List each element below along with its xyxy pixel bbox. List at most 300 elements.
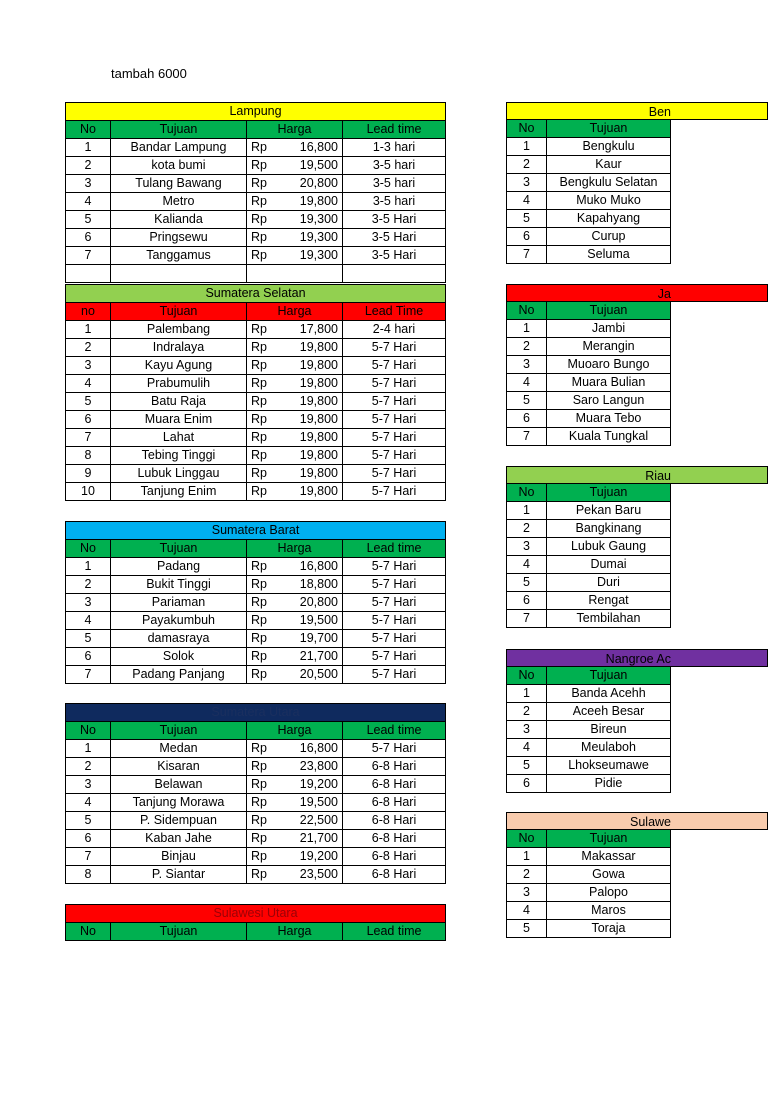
destination: Muara Bulian xyxy=(547,374,671,392)
price: 19,800 xyxy=(269,375,343,393)
row-number: 5 xyxy=(507,210,547,228)
table-header-row xyxy=(507,302,671,320)
table-row xyxy=(507,703,671,721)
row-number: 1 xyxy=(507,138,547,156)
currency: Rp xyxy=(247,193,269,211)
lead-time: 3-5 hari xyxy=(343,193,446,211)
table-row xyxy=(66,429,446,447)
table-row xyxy=(507,156,671,174)
row-number: 1 xyxy=(507,848,547,866)
currency: Rp xyxy=(247,211,269,229)
column-header: Harga xyxy=(247,540,343,558)
row-number: 4 xyxy=(66,612,111,630)
price: 19,500 xyxy=(269,794,343,812)
table-title-row xyxy=(66,905,446,923)
table-row xyxy=(507,556,671,574)
destination: Kaban Jahe xyxy=(111,830,247,848)
destination: Medan xyxy=(111,740,247,758)
row-number: 2 xyxy=(507,703,547,721)
currency: Rp xyxy=(247,812,269,830)
region-table-right xyxy=(506,466,671,628)
table-row xyxy=(66,193,446,211)
lead-time: 5-7 Hari xyxy=(343,666,446,684)
table-row xyxy=(507,392,671,410)
destination: Bengkulu xyxy=(547,138,671,156)
currency: Rp xyxy=(247,357,269,375)
row-number: 3 xyxy=(66,776,111,794)
table-row xyxy=(507,320,671,338)
table-title: Sulawe xyxy=(506,812,768,830)
price: 21,700 xyxy=(269,830,343,848)
row-number: 2 xyxy=(507,156,547,174)
table-row xyxy=(507,174,671,192)
destination: Tembilahan xyxy=(547,610,671,628)
destination: Muara Enim xyxy=(111,411,247,429)
lead-time: 3-5 Hari xyxy=(343,211,446,229)
table-row xyxy=(66,157,446,175)
table-header-row xyxy=(66,303,446,321)
row-number: 3 xyxy=(507,356,547,374)
price: 19,800 xyxy=(269,357,343,375)
row-number: 10 xyxy=(66,483,111,501)
lead-time: 3-5 hari xyxy=(343,157,446,175)
region-table-right xyxy=(506,284,671,446)
column-header: Harga xyxy=(247,722,343,740)
destination: Lahat xyxy=(111,429,247,447)
region-table-sulawesi-utara xyxy=(65,904,446,941)
table-row xyxy=(507,410,671,428)
table-title: Ja xyxy=(506,284,768,302)
column-header: Tujuan xyxy=(111,540,247,558)
column-header: No xyxy=(66,722,111,740)
table-header-row xyxy=(66,540,446,558)
table-row xyxy=(507,338,671,356)
destination: Muoaro Bungo xyxy=(547,356,671,374)
column-header: Lead time xyxy=(343,722,446,740)
row-number: 5 xyxy=(507,920,547,938)
table-row xyxy=(66,830,446,848)
table-header-row xyxy=(507,830,671,848)
empty-cell xyxy=(269,265,343,283)
currency: Rp xyxy=(247,740,269,758)
destination: Palembang xyxy=(111,321,247,339)
destination: Bandar Lampung xyxy=(111,139,247,157)
destination: Pringsewu xyxy=(111,229,247,247)
price: 20,800 xyxy=(269,594,343,612)
table-row xyxy=(507,866,671,884)
table-row xyxy=(507,902,671,920)
lead-time: 5-7 Hari xyxy=(343,630,446,648)
row-number: 4 xyxy=(507,556,547,574)
lead-time: 3-5 hari xyxy=(343,175,446,193)
table-row xyxy=(507,739,671,757)
destination: Kaur xyxy=(547,156,671,174)
row-number: 5 xyxy=(66,393,111,411)
row-number: 6 xyxy=(66,411,111,429)
row-number: 5 xyxy=(66,630,111,648)
lead-time: 5-7 Hari xyxy=(343,429,446,447)
table-row xyxy=(507,538,671,556)
row-number: 3 xyxy=(507,721,547,739)
table-header-row xyxy=(507,120,671,138)
price: 22,500 xyxy=(269,812,343,830)
row-number: 4 xyxy=(507,192,547,210)
column-header: Lead time xyxy=(343,540,446,558)
lead-time: 3-5 Hari xyxy=(343,229,446,247)
row-number: 7 xyxy=(66,429,111,447)
table-title: Sumatera Utara xyxy=(66,704,446,722)
price: 23,500 xyxy=(269,866,343,884)
price: 19,800 xyxy=(269,411,343,429)
destination: Muko Muko xyxy=(547,192,671,210)
table-title-row xyxy=(66,704,446,722)
currency: Rp xyxy=(247,139,269,157)
destination: Pekan Baru xyxy=(547,502,671,520)
column-header: Tujuan xyxy=(547,667,671,685)
currency: Rp xyxy=(247,483,269,501)
destination: Indralaya xyxy=(111,339,247,357)
row-number: 2 xyxy=(507,338,547,356)
row-number: 6 xyxy=(507,775,547,793)
row-number: 8 xyxy=(66,866,111,884)
price: 19,800 xyxy=(269,447,343,465)
table-row xyxy=(66,612,446,630)
column-header: Tujuan xyxy=(547,120,671,138)
table-row xyxy=(507,356,671,374)
row-number: 4 xyxy=(66,193,111,211)
currency: Rp xyxy=(247,375,269,393)
lead-time: 5-7 Hari xyxy=(343,740,446,758)
table-row xyxy=(66,648,446,666)
column-header: No xyxy=(66,540,111,558)
destination: Tanjung Morawa xyxy=(111,794,247,812)
currency: Rp xyxy=(247,339,269,357)
table-row xyxy=(66,375,446,393)
currency: Rp xyxy=(247,612,269,630)
currency: Rp xyxy=(247,465,269,483)
table-row xyxy=(66,139,446,157)
currency: Rp xyxy=(247,558,269,576)
destination: P. Siantar xyxy=(111,866,247,884)
column-header: Tujuan xyxy=(547,830,671,848)
note-text: tambah 6000 xyxy=(111,66,187,81)
row-number: 9 xyxy=(66,465,111,483)
table-row xyxy=(66,175,446,193)
table-row xyxy=(507,775,671,793)
currency: Rp xyxy=(247,630,269,648)
row-number: 2 xyxy=(66,157,111,175)
lead-time: 5-7 Hari xyxy=(343,483,446,501)
row-number: 3 xyxy=(66,175,111,193)
destination: Metro xyxy=(111,193,247,211)
table-row xyxy=(507,246,671,264)
table-row xyxy=(66,794,446,812)
lead-time: 3-5 Hari xyxy=(343,247,446,265)
destination: Padang xyxy=(111,558,247,576)
table-row xyxy=(66,740,446,758)
currency: Rp xyxy=(247,229,269,247)
row-number: 1 xyxy=(507,685,547,703)
table-row xyxy=(66,247,446,265)
table-title-row xyxy=(66,103,446,121)
destination: Binjau xyxy=(111,848,247,866)
table-row xyxy=(507,685,671,703)
row-number: 7 xyxy=(507,428,547,446)
table-row xyxy=(507,228,671,246)
destination: Lhokseumawe xyxy=(547,757,671,775)
table-row xyxy=(507,502,671,520)
destination: Rengat xyxy=(547,592,671,610)
column-header: Tujuan xyxy=(547,484,671,502)
table-row xyxy=(507,610,671,628)
price: 19,700 xyxy=(269,630,343,648)
table-row xyxy=(66,848,446,866)
destination: Aceeh Besar xyxy=(547,703,671,721)
row-number: 2 xyxy=(66,758,111,776)
destination: Batu Raja xyxy=(111,393,247,411)
lead-time: 5-7 Hari xyxy=(343,465,446,483)
table-row xyxy=(66,576,446,594)
row-number: 6 xyxy=(507,592,547,610)
table-row xyxy=(507,721,671,739)
table-title-row xyxy=(66,285,446,303)
destination: Dumai xyxy=(547,556,671,574)
table-row xyxy=(66,465,446,483)
table-row xyxy=(507,574,671,592)
price: 19,500 xyxy=(269,612,343,630)
column-header: No xyxy=(507,667,547,685)
column-header: Tujuan xyxy=(547,302,671,320)
table-title: Lampung xyxy=(66,103,446,121)
price: 18,800 xyxy=(269,576,343,594)
column-header: No xyxy=(507,830,547,848)
table-row xyxy=(66,866,446,884)
column-header: Tujuan xyxy=(111,923,247,941)
price: 19,200 xyxy=(269,848,343,866)
row-number: 6 xyxy=(66,830,111,848)
row-number: 4 xyxy=(66,794,111,812)
table-row xyxy=(507,848,671,866)
row-number: 3 xyxy=(66,357,111,375)
row-number: 4 xyxy=(66,375,111,393)
row-number: 2 xyxy=(66,576,111,594)
lead-time: 6-8 Hari xyxy=(343,848,446,866)
row-number: 2 xyxy=(507,866,547,884)
destination: Kuala Tungkal xyxy=(547,428,671,446)
table-row xyxy=(507,192,671,210)
currency: Rp xyxy=(247,447,269,465)
region-table-lampung xyxy=(65,102,446,283)
price: 19,200 xyxy=(269,776,343,794)
column-header: No xyxy=(507,120,547,138)
price: 19,800 xyxy=(269,429,343,447)
lead-time: 6-8 Hari xyxy=(343,794,446,812)
price: 20,500 xyxy=(269,666,343,684)
lead-time: 6-8 Hari xyxy=(343,758,446,776)
column-header: Harga xyxy=(247,303,343,321)
price: 19,800 xyxy=(269,339,343,357)
column-header: Tujuan xyxy=(111,303,247,321)
lead-time: 5-7 Hari xyxy=(343,411,446,429)
table-row xyxy=(66,229,446,247)
price: 21,700 xyxy=(269,648,343,666)
lead-time: 2-4 hari xyxy=(343,321,446,339)
empty-row xyxy=(66,265,446,283)
region-table-sumatera-barat xyxy=(65,521,446,684)
destination: Solok xyxy=(111,648,247,666)
currency: Rp xyxy=(247,576,269,594)
price: 16,800 xyxy=(269,139,343,157)
price: 19,800 xyxy=(269,193,343,211)
row-number: 1 xyxy=(66,740,111,758)
destination: Padang Panjang xyxy=(111,666,247,684)
destination: Kalianda xyxy=(111,211,247,229)
table-row xyxy=(507,138,671,156)
currency: Rp xyxy=(247,393,269,411)
column-header: Harga xyxy=(247,923,343,941)
row-number: 6 xyxy=(66,648,111,666)
currency: Rp xyxy=(247,758,269,776)
price: 17,800 xyxy=(269,321,343,339)
table-row xyxy=(66,558,446,576)
price: 20,800 xyxy=(269,175,343,193)
row-number: 5 xyxy=(66,812,111,830)
destination: Tebing Tinggi xyxy=(111,447,247,465)
table-row xyxy=(507,374,671,392)
destination: Lubuk Gaung xyxy=(547,538,671,556)
destination: Jambi xyxy=(547,320,671,338)
row-number: 3 xyxy=(507,538,547,556)
lead-time: 6-8 Hari xyxy=(343,830,446,848)
lead-time: 5-7 Hari xyxy=(343,375,446,393)
column-header: No xyxy=(507,302,547,320)
price: 23,800 xyxy=(269,758,343,776)
table-row xyxy=(507,592,671,610)
currency: Rp xyxy=(247,848,269,866)
currency: Rp xyxy=(247,666,269,684)
destination: Makassar xyxy=(547,848,671,866)
row-number: 7 xyxy=(66,247,111,265)
price: 19,300 xyxy=(269,247,343,265)
price: 19,800 xyxy=(269,483,343,501)
currency: Rp xyxy=(247,175,269,193)
row-number: 1 xyxy=(66,139,111,157)
currency: Rp xyxy=(247,594,269,612)
destination: Curup xyxy=(547,228,671,246)
table-row xyxy=(66,758,446,776)
destination: Tanggamus xyxy=(111,247,247,265)
row-number: 6 xyxy=(66,229,111,247)
lead-time: 5-7 Hari xyxy=(343,393,446,411)
empty-cell xyxy=(247,265,269,283)
column-header: No xyxy=(507,484,547,502)
destination: Kapahyang xyxy=(547,210,671,228)
column-header: Lead time xyxy=(343,923,446,941)
lead-time: 5-7 Hari xyxy=(343,357,446,375)
table-row xyxy=(66,594,446,612)
lead-time: 6-8 Hari xyxy=(343,866,446,884)
row-number: 7 xyxy=(507,610,547,628)
table-header-row xyxy=(66,121,446,139)
price: 16,800 xyxy=(269,558,343,576)
currency: Rp xyxy=(247,776,269,794)
table-title: Ben xyxy=(506,102,768,120)
lead-time: 1-3 hari xyxy=(343,139,446,157)
price: 19,800 xyxy=(269,465,343,483)
row-number: 3 xyxy=(507,174,547,192)
row-number: 8 xyxy=(66,447,111,465)
price: 19,300 xyxy=(269,211,343,229)
currency: Rp xyxy=(247,866,269,884)
table-row xyxy=(507,884,671,902)
row-number: 3 xyxy=(66,594,111,612)
destination: Pariaman xyxy=(111,594,247,612)
row-number: 1 xyxy=(66,321,111,339)
table-header-row xyxy=(507,484,671,502)
currency: Rp xyxy=(247,321,269,339)
destination: Duri xyxy=(547,574,671,592)
destination: Gowa xyxy=(547,866,671,884)
column-header: Lead time xyxy=(343,121,446,139)
row-number: 5 xyxy=(507,574,547,592)
destination: Tanjung Enim xyxy=(111,483,247,501)
row-number: 2 xyxy=(507,520,547,538)
table-row xyxy=(66,630,446,648)
row-number: 6 xyxy=(507,228,547,246)
destination: Toraja xyxy=(547,920,671,938)
currency: Rp xyxy=(247,157,269,175)
table-row xyxy=(507,210,671,228)
table-header-row xyxy=(66,923,446,941)
destination: Merangin xyxy=(547,338,671,356)
row-number: 1 xyxy=(66,558,111,576)
region-table-clip xyxy=(506,812,768,1112)
column-header: Tujuan xyxy=(111,121,247,139)
lead-time: 5-7 Hari xyxy=(343,447,446,465)
table-row xyxy=(66,411,446,429)
row-number: 5 xyxy=(66,211,111,229)
table-title: Sulawesi Utara xyxy=(66,905,446,923)
column-header: Harga xyxy=(247,121,343,139)
destination: damasraya xyxy=(111,630,247,648)
destination: Saro Langun xyxy=(547,392,671,410)
destination: Payakumbuh xyxy=(111,612,247,630)
table-row xyxy=(507,520,671,538)
column-header: no xyxy=(66,303,111,321)
table-header-row xyxy=(66,722,446,740)
destination: kota bumi xyxy=(111,157,247,175)
table-row xyxy=(66,211,446,229)
destination: Kisaran xyxy=(111,758,247,776)
row-number: 3 xyxy=(507,884,547,902)
row-number: 1 xyxy=(507,320,547,338)
table-row xyxy=(66,666,446,684)
row-number: 6 xyxy=(507,410,547,428)
destination: Muara Tebo xyxy=(547,410,671,428)
row-number: 7 xyxy=(66,848,111,866)
price: 19,800 xyxy=(269,393,343,411)
table-row xyxy=(66,321,446,339)
destination: Meulaboh xyxy=(547,739,671,757)
column-header: No xyxy=(66,923,111,941)
lead-time: 5-7 Hari xyxy=(343,594,446,612)
destination: Bengkulu Selatan xyxy=(547,174,671,192)
row-number: 4 xyxy=(507,739,547,757)
region-table-sumatera-utara xyxy=(65,703,446,884)
column-header: Lead Time xyxy=(343,303,446,321)
destination: Palopo xyxy=(547,884,671,902)
table-title: Nangroe Ac xyxy=(506,649,768,667)
